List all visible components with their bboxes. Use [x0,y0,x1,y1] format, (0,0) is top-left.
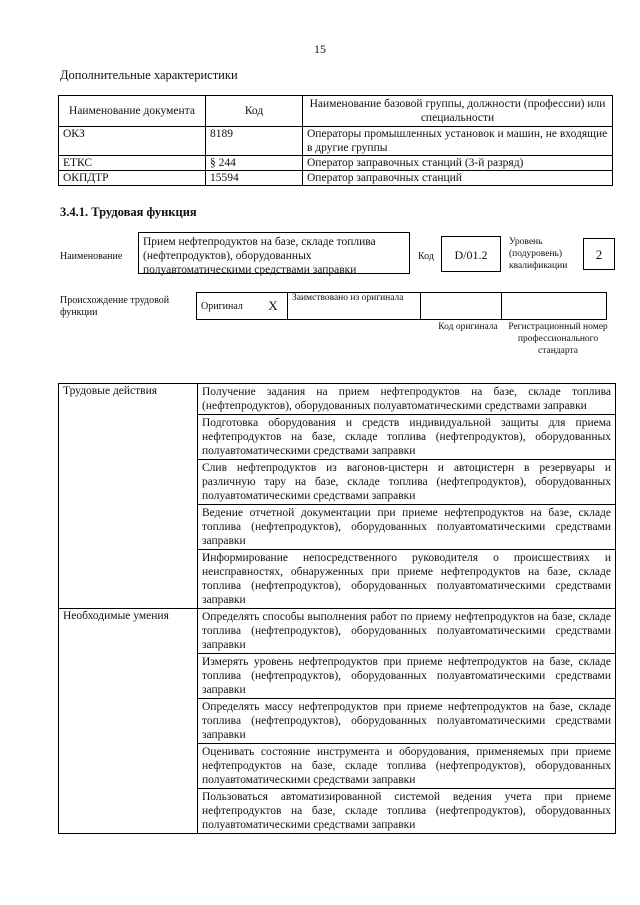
table-row [59,384,616,415]
origin-label: Происхождение трудовой функции [60,295,170,318]
name-label: Наименование [60,251,123,262]
column-header: Наименование документа [59,96,206,127]
extra-characteristics-heading: Дополнительные характеристики [60,68,238,82]
original-label: Оригинал [197,293,260,320]
section-title: 3.4.1. Трудовая функция [60,205,197,219]
characteristics-table [58,95,613,186]
table-row [59,127,613,156]
table-cell: ОКЗ [59,127,206,156]
skill-item: Пользоваться автоматизированной системой ведения учета при приеме нефтепродуктов на базе, складе топлива (нефтепродуктов), оборудованных полуавтоматическими средствами заправки [198,789,616,834]
work-action-item: Информирование непосредственного руководителя о происшествиях и неисправностях, обнаруженных при приеме нефтепродуктов на базе, складе топлива (нефтепродуктов), оборудованных полуавтоматическими средствами заправки [198,550,616,609]
table-cell: 15594 [206,171,303,186]
qualification-level-label: Уровень (подуровень) квалификации [509,237,568,271]
function-name-box: Прием нефтепродуктов на базе, складе топлива (нефтепродуктов), оборудованных полуавтоматическими средствами заправки [138,232,410,274]
skill-item: Определять массу нефтепродуктов при приеме нефтепродуктов на базе, складе топлива (нефтепродуктов), оборудованных полуавтоматическими средствами заправки [198,699,616,744]
table-row [59,156,613,171]
table-cell: Операторы промышленных установок и машин, не входящие в другие группы [303,127,613,156]
original-code-cell [421,293,502,320]
reg-number-caption: Регистрационный номер профессионального стандарта [508,322,608,356]
work-action-item: Подготовка оборудования и средств индивидуальной защиты для приема нефтепродуктов на базе, складе топлива (нефтепродуктов), оборудованных полуавтоматическими средствами заправки [198,415,616,460]
skill-item: Оценивать состояние инструмента и оборудования, применяемых при приеме нефтепродуктов на базе, складе топлива (нефтепродуктов), оборудованных полуавтоматическими средствами заправки [198,744,616,789]
required-skills-label: Необходимые умения [59,609,198,834]
original-code-caption: Код оригинала [438,322,498,332]
work-action-item: Получение задания на прием нефтепродуктов на базе, складе топлива (нефтепродуктов), оборудованных полуавтоматическими средствами заправки [198,384,616,415]
table-row [59,609,616,654]
code-label: Код [418,251,434,262]
original-mark: X [259,293,288,320]
table-cell: Оператор заправочных станций (3-й разряд) [303,156,613,171]
table-cell: Оператор заправочных станций [303,171,613,186]
skill-item: Измерять уровень нефтепродуктов при приеме нефтепродуктов на базе, складе топлива (нефтепродуктов), оборудованных полуавтоматическими средствами заправки [198,654,616,699]
qualification-level-box: 2 [583,238,615,270]
table-header-row [59,96,613,127]
table-cell: 8189 [206,127,303,156]
borrowed-label: Заимствовано из оригинала [288,293,421,320]
origin-row [197,293,607,320]
column-header: Наименование базовой группы, должности (профессии) или специальности [303,96,613,127]
table-row [59,171,613,186]
work-action-item: Ведение отчетной документации при приеме нефтепродуктов на базе, складе топлива (нефтепродуктов), оборудованных полуавтоматическими средствами заправки [198,505,616,550]
table-cell: ОКПДТР [59,171,206,186]
reg-number-cell [502,293,607,320]
origin-table [196,292,607,320]
labor-function-table [58,383,616,834]
table-cell: § 244 [206,156,303,171]
skill-item: Определять способы выполнения работ по приему нефтепродуктов на базе, складе топлива (нефтепродуктов), оборудованных полуавтоматическими средствами заправки [198,609,616,654]
table-cell: ЕТКС [59,156,206,171]
page-number: 15 [314,42,326,56]
work-action-item: Слив нефтепродуктов из вагонов-цистерн и автоцистерн в резервуары и различную тару на базе, складе топлива (нефтепродуктов), оборудованных полуавтоматическими средствами заправки [198,460,616,505]
work-actions-label: Трудовые действия [59,384,198,609]
column-header: Код [206,96,303,127]
function-code-box: D/01.2 [441,236,501,272]
